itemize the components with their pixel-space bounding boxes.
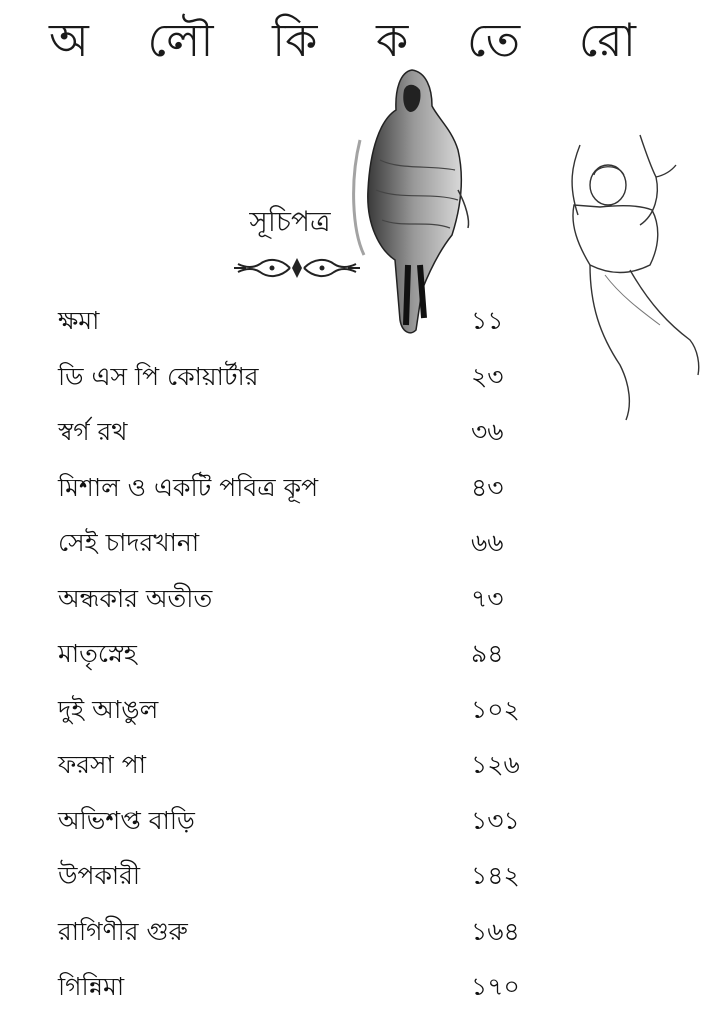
toc-entry-title: সেই চাদরখানা	[58, 528, 200, 558]
toc-heading: সূচিপত্র	[249, 205, 331, 238]
toc-entry-page: ৬৬	[471, 528, 504, 558]
toc-entry-title: গিন্নিমা	[58, 972, 125, 1002]
running-man-illustration	[560, 125, 705, 425]
toc-entry[interactable]	[58, 462, 578, 518]
floral-divider-ornament	[232, 254, 362, 282]
table-of-contents	[58, 295, 578, 1017]
toc-entry[interactable]	[58, 517, 578, 573]
toc-entry-page: ২৩	[471, 361, 504, 391]
toc-entry[interactable]	[58, 906, 578, 962]
toc-entry-title: স্বর্গ রথ	[58, 417, 128, 447]
toc-entry[interactable]	[58, 684, 578, 740]
toc-entry-title: ডি এস পি কোয়ার্টার	[58, 361, 259, 391]
toc-entry-page: ১২৬	[471, 750, 520, 780]
toc-entry-title: মিশাল ও একটি পবিত্র কূপ	[58, 472, 319, 502]
toc-entry-page: ১৩১	[471, 805, 520, 835]
toc-entry[interactable]	[58, 850, 578, 906]
toc-entry[interactable]	[58, 295, 578, 351]
toc-entry[interactable]	[58, 573, 578, 629]
toc-entry-title: ফরসা পা	[58, 750, 146, 780]
toc-entry[interactable]	[58, 795, 578, 851]
toc-entry-page: ১৪২	[471, 861, 520, 891]
toc-entry[interactable]	[58, 628, 578, 684]
toc-entry-title: উপকারী	[58, 861, 141, 891]
toc-entry-title: ক্ষমা	[58, 306, 100, 336]
toc-entry[interactable]	[58, 406, 578, 462]
book-title: অ লৌ কি ক তে রো	[48, 13, 659, 67]
toc-entry-page: ৯৪	[471, 639, 504, 669]
toc-entry[interactable]	[58, 961, 578, 1017]
toc-entry-page: ১০২	[471, 694, 520, 724]
toc-entry-page: ৭৩	[471, 583, 504, 613]
toc-entry-page: ৩৬	[471, 417, 504, 447]
toc-entry-page: ১১	[471, 306, 504, 336]
toc-entry-page: ১৭০	[471, 972, 520, 1002]
toc-entry-title: অন্ধকার অতীত	[58, 583, 213, 613]
toc-entry-title: দুই আঙুল	[58, 694, 159, 724]
toc-entry-page: ৪৩	[471, 472, 504, 502]
toc-entry-title: মাতৃস্নেহ	[58, 639, 137, 669]
toc-entry[interactable]	[58, 739, 578, 795]
toc-entry[interactable]	[58, 351, 578, 407]
toc-entry-title: রাগিণীর গুরু	[58, 916, 188, 946]
toc-entry-title: অভিশপ্ত বাড়ি	[58, 805, 195, 835]
toc-entry-page: ১৬৪	[471, 916, 520, 946]
